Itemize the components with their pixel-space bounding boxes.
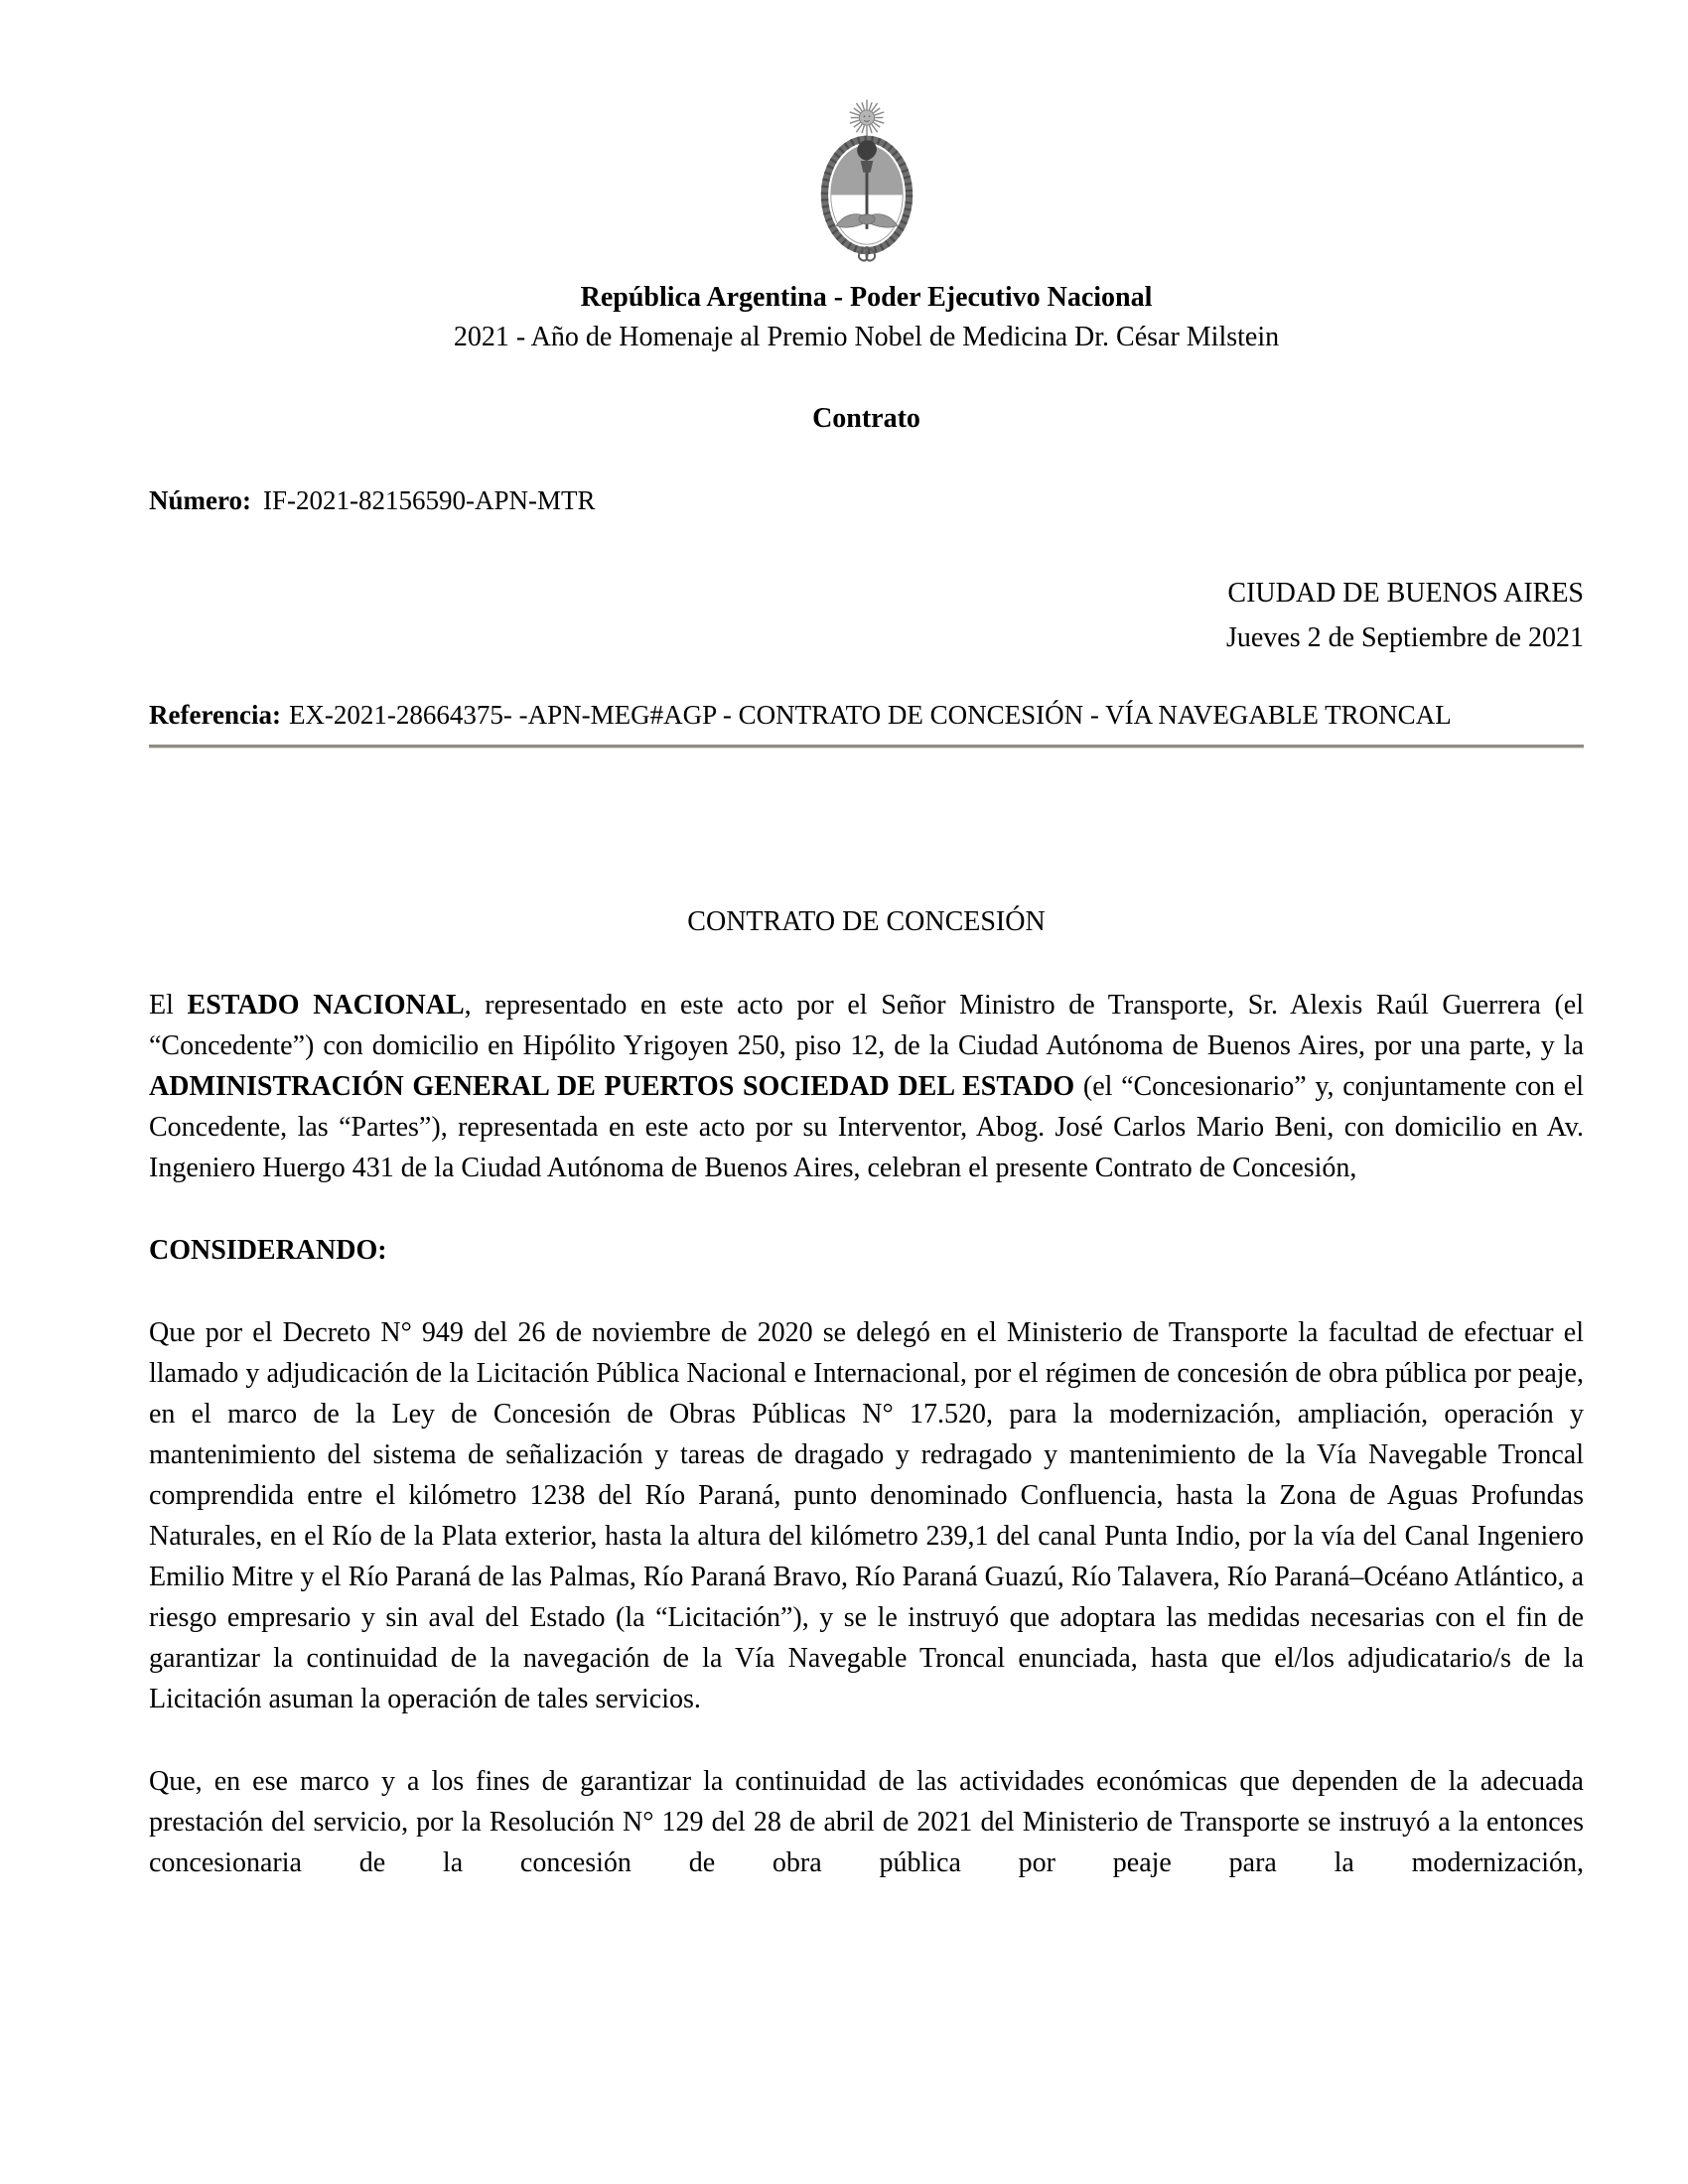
paragraph: El ESTADO NACIONAL, representado en este acto por el Señor Ministro de Transporte, Sr. Alexis Raúl Guerrera (el “Concedente”) con domicilio en Hipólito Yrigoyen 250, piso 12, de la Ciudad Autónoma de Buenos Aires, por una parte, y la ADMINISTRACIÓN GENERAL DE PUERTOS SOCIEDAD DEL ESTADO (el “Concesionario” y, conjuntamente con el Concedente, las “Partes”), representada en este acto por su Interventor, Abog. José Carlos Mario Beni, con domicilio en Av. Ingeniero Huergo 431 de la Ciudad Autónoma de Buenos Aires, celebran el presente Contrato de Concesión, xyxy=(149,990,1584,1183)
header-org-line: República Argentina - Poder Ejecutivo Nacional xyxy=(580,282,1153,313)
number-label: Número: xyxy=(149,485,251,515)
number-value: IF-2021-82156590-APN-MTR xyxy=(262,485,596,515)
national-emblem xyxy=(149,94,1584,265)
divider-rule xyxy=(149,745,1584,749)
reference-line xyxy=(149,694,1584,736)
document-number-line xyxy=(149,483,1584,517)
reference-label: Referencia: xyxy=(149,700,281,730)
argentina-coat-of-arms-icon xyxy=(811,94,922,265)
paragraph: Que por el Decreto N° 949 del 26 de noviembre de 2020 se delegó en el Ministerio de Transporte la facultad de efectuar el llamado y adjudicación de la Licitación Pública Nacional e Internacional, por el régimen de concesión de obra pública por peaje, en el marco de la Ley de Concesión de Obras Públicas N° 17.520, para la modernización, ampliación, operación y mantenimiento del sistema de señalización y tareas de dragado y redragado y mantenimiento de la Vía Navegable Troncal comprendida entre el kilómetro 1238 del Río Paraná, punto denominado Confluencia, hasta la Zona de Aguas Profundas Naturales, en el Río de la Plata exterior, hasta la altura del kilómetro 239,1 del canal Punta Indio, por la vía del Canal Ingeniero Emilio Mitre y el Río Paraná de las Palmas, Río Paraná Bravo, Río Paraná Guazú, Río Talavera, Río Paraná–Océano Atlántico, a riesgo empresario y sin aval del Estado (la “Licitación”), y se le instruyó que adoptara las medidas necesarias con el fin de garantizar la continuidad de la navegación de la Vía Navegable Troncal enunciada, hasta que el/los adjudicatario/s de la Licitación asuman la operación de tales servicios. xyxy=(149,1317,1584,1714)
document-body xyxy=(149,985,1584,1883)
date-line: Jueves 2 de Septiembre de 2021 xyxy=(1225,622,1584,653)
doc-type-title: Contrato xyxy=(812,403,920,434)
paragraph: Que, en ese marco y a los fines de garantizar la continuidad de las actividades económicas que dependen de la adecuada prestación del servicio, por la Resolución N° 129 del 28 de abril de 2021 del Ministerio de Transporte se instruyó a la entonces concesionaria de la concesión de obra pública por peaje para la modernización, xyxy=(149,1766,1584,1878)
header-year-line: 2021 - Año de Homenaje al Premio Nobel de Medicina Dr. César Milstein xyxy=(453,322,1280,352)
section-heading: CONSIDERANDO: xyxy=(149,1235,387,1266)
reference-value: EX-2021-28664375- -APN-MEG#AGP - CONTRATO DE CONCESIÓN - VÍA NAVEGABLE TRONCAL xyxy=(288,700,1452,730)
city-line: CIUDAD DE BUENOS AIRES xyxy=(1227,578,1584,609)
place-date-block xyxy=(149,571,1584,660)
document-title: CONTRATO DE CONCESIÓN xyxy=(687,906,1046,937)
